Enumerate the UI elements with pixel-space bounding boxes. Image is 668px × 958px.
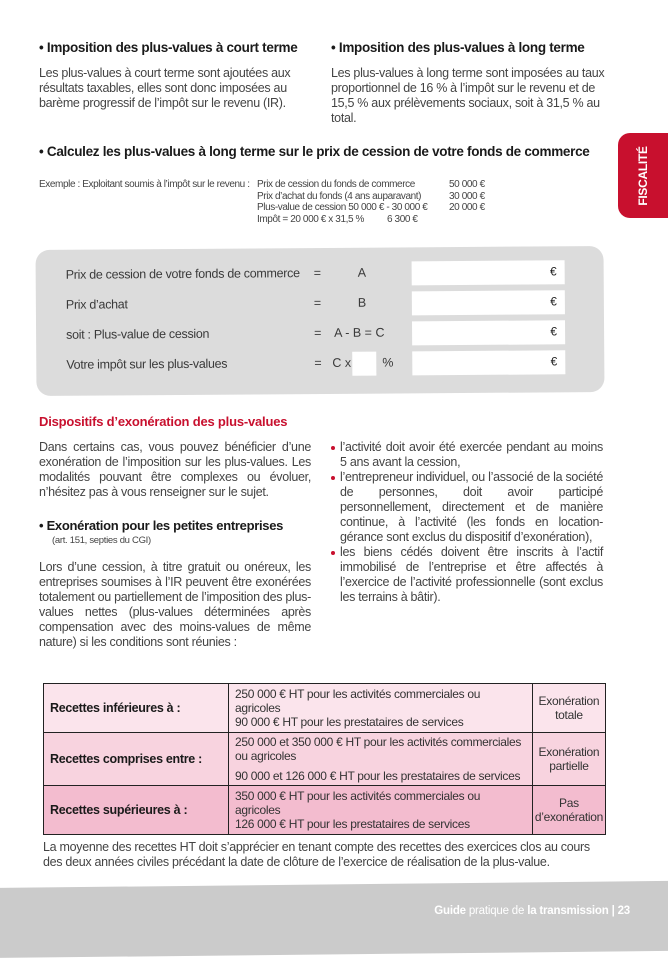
example-row-label: Plus-value de cession 50 000 € - 30 000 €	[257, 202, 428, 213]
percent-sign: %	[382, 355, 394, 370]
row-result: Pas d’exonération	[532, 786, 605, 835]
tax-amount-input[interactable]	[412, 350, 565, 375]
page-number: 23	[617, 905, 630, 917]
euro-icon: €	[549, 264, 557, 279]
tax-rate-input[interactable]	[352, 352, 376, 376]
calc-row-purchase-price: Prix d’achat = B €	[36, 290, 604, 318]
footer-title: Guide pratique de la transmission | 23	[434, 905, 630, 917]
row-result: Exonération partielle	[532, 733, 605, 786]
exoneration-table	[43, 683, 606, 835]
row-result: Exonération totale	[532, 684, 605, 733]
row-thresholds: 250 000 € HT pour les activités commerciales ou agricoles 90 000 € HT pour les prestataires de services	[229, 684, 533, 733]
calc-row-tax: Votre impôt sur les plus-values = C x % €	[36, 350, 604, 378]
example-row-value: 50 000 €	[449, 179, 485, 190]
table-row	[44, 684, 606, 733]
conditions-list	[331, 440, 603, 605]
example-row-label: Impôt = 20 000 € x 31,5 % 6 300 €	[257, 213, 418, 225]
cgi-reference: (art. 151, septies du CGI)	[52, 535, 151, 546]
row-label: Recettes comprises entre :	[44, 733, 229, 786]
example-row-value: 20 000 €	[449, 202, 485, 213]
example-row-label: Prix d’achat du fonds (4 ans auparavant)	[257, 190, 422, 202]
example-row-label: Prix de cession du fonds de commerce	[257, 179, 415, 190]
purchase-price-input[interactable]	[412, 290, 565, 315]
condition-item: l’entrepreneur individuel, ou l’associé de la société de personnes, doit avoir participé personnellement, directement et de manière continue, à l’activité (les fonds en location-gérance sont exclus du dispositif d’exonération),	[331, 470, 603, 545]
footer-band	[0, 881, 668, 958]
euro-icon: €	[550, 354, 558, 369]
calculator-box	[35, 246, 604, 396]
average-revenue-note: La moyenne des recettes HT doit s’apprécier en tenant compte des recettes des exercices clos au cours des deux années civiles précédant la date de clôture de l’exercice de réalisation de la plus-value.	[43, 840, 590, 869]
example-row-value: 30 000 €	[449, 190, 485, 202]
sale-price-input[interactable]	[412, 260, 565, 285]
example-label: Exemple : Exploitant soumis à l’impôt sur le revenu :	[39, 179, 250, 190]
fiscalite-tab-label: FISCALITÉ	[636, 145, 650, 206]
small-business-heading: • Exonération pour les petites entreprises	[39, 518, 284, 533]
euro-icon: €	[550, 324, 558, 339]
row-label: Recettes supérieures à :	[44, 786, 229, 835]
table-row	[44, 733, 606, 786]
exoneration-intro: Dans certains cas, vous pouvez bénéficier d’une exonération de l’imposition sur les plus-values. Les modalités pouvant être complexes ou évoluer, n’hésitez pas à vous renseigner sur le sujet.	[39, 440, 311, 499]
example-table	[257, 179, 519, 225]
euro-icon: €	[550, 294, 557, 309]
short-term-heading: • Imposition des plus-values à court terme	[39, 40, 298, 55]
long-term-heading: • Imposition des plus-values à long terme	[331, 40, 585, 55]
small-business-body: Lors d’une cession, à titre gratuit ou onéreux, les entreprises soumises à l’IR peuvent être exonérées totalement ou partiellement de l’imposition des plus-values nettes (plus-values déterminées après compensation avec des moins-values de même nature) si les conditions sont réunies :	[39, 560, 311, 649]
calc-heading: • Calculez les plus-values à long terme sur le prix de cession de votre fonds de commerce	[39, 144, 590, 159]
long-term-text: Les plus-values à long terme sont imposées au taux proportionnel de 16 % à l’impôt sur le revenu et de 15,5 % aux prélèvements sociaux, soit à 31,5 % au total.	[331, 66, 605, 125]
example-row-value: 6 300 €	[387, 213, 418, 225]
short-term-text: Les plus-values à court terme sont ajoutées aux résultats taxables, elles sont donc imposées au barème progressif de l’impôt sur le revenu (IR).	[39, 66, 291, 110]
calc-row-sale-price: Prix de cession de votre fonds de commerce = A €	[36, 260, 604, 288]
row-label: Recettes inférieures à :	[44, 684, 229, 733]
capital-gain-input[interactable]	[412, 320, 565, 345]
row-thresholds: 350 000 € HT pour les activités commerciales ou agricoles 126 000 € HT pour les prestataires de services	[229, 786, 533, 835]
fiscalite-tab	[618, 133, 668, 218]
condition-item: les biens cédés doivent être inscrits à l’actif immobilisé de l’entreprise et être affectés à l’exercice de l’activité professionnelle (sont exclus les terrains à bâtir).	[331, 545, 603, 605]
exoneration-title: Dispositifs d’exonération des plus-values	[39, 414, 288, 429]
row-thresholds: 250 000 et 350 000 € HT pour les activités commerciales ou agricoles 90 000 et 126 000 € HT pour les prestataires de services	[229, 733, 533, 786]
condition-item: l’activité doit avoir été exercée pendant au moins 5 ans avant la cession,	[331, 440, 603, 470]
table-row	[44, 786, 606, 835]
calc-row-capital-gain: soit : Plus-value de cession = A - B = C €	[36, 320, 604, 348]
